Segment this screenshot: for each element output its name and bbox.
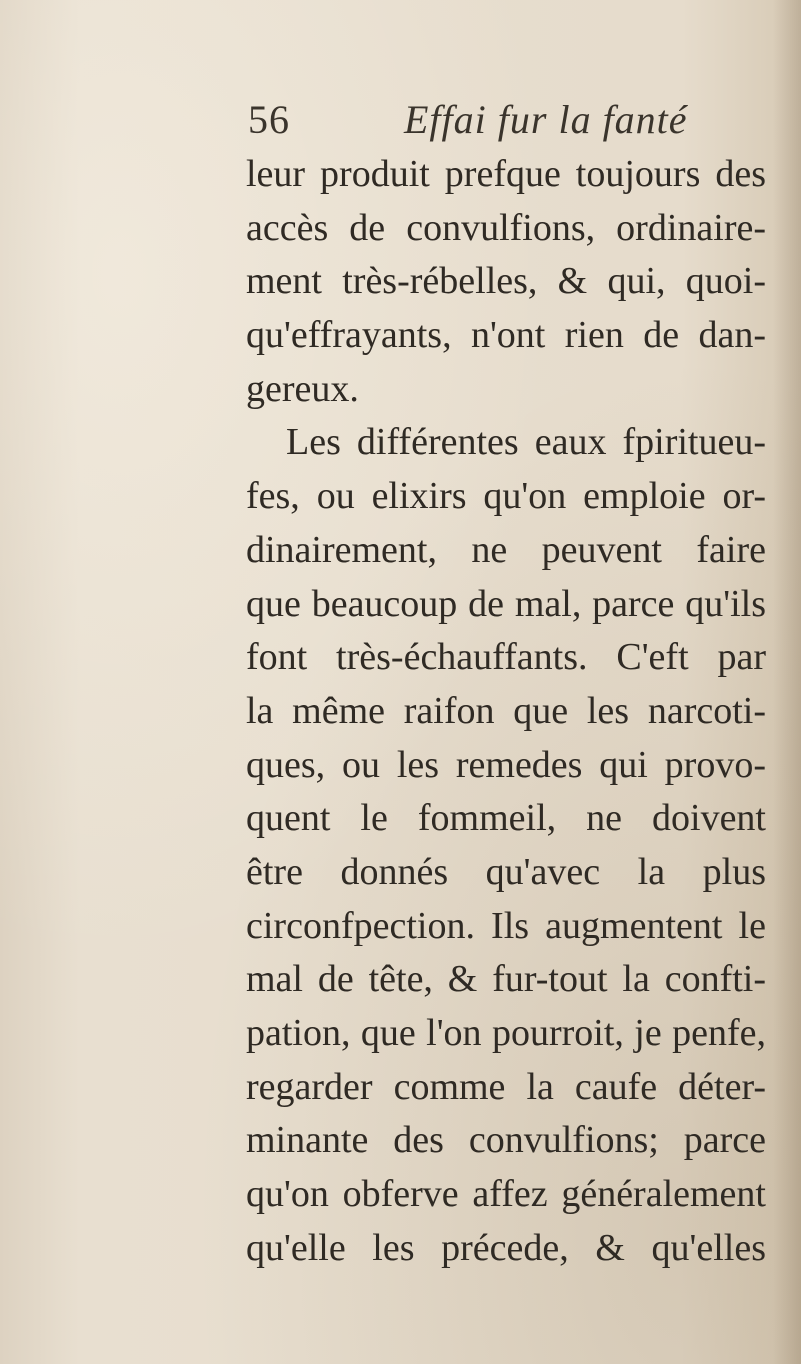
text-line: minante des convulfions; parce: [246, 1119, 766, 1162]
text-line: dinairement, ne peuvent faire: [246, 528, 766, 571]
text-line: mal de tête, & fur-tout la confti-: [246, 958, 766, 1001]
body-text: [246, 148, 766, 1275]
page-number: 56: [248, 97, 290, 142]
text-line: que beaucoup de mal, parce qu'ils: [246, 582, 766, 625]
text-line: ques, ou les remedes qui provo-: [246, 743, 766, 786]
text-line: leur produit prefque toujours des: [246, 153, 766, 195]
text-line: quent le fommeil, ne doivent: [246, 797, 766, 840]
paragraph-start-line: Les différentes eaux fpiritueu-: [286, 421, 766, 464]
text-line: qu'on obferve affez généralement: [246, 1173, 766, 1216]
text-line: accès de convulfions, ordinaire-: [246, 206, 766, 249]
text-line: qu'effrayants, n'ont rien de dan-: [246, 314, 766, 357]
text-line: regarder comme la caufe déter-: [246, 1065, 766, 1108]
text-line: fes, ou elixirs qu'on emploie or-: [246, 475, 766, 518]
text-line: font très-échauffants. C'eft par: [246, 636, 766, 679]
text-line: la même raifon que les narcoti-: [246, 689, 766, 732]
text-line: être donnés qu'avec la plus: [246, 850, 766, 893]
text-line: qu'elle les précede, & qu'elles: [246, 1226, 766, 1269]
text-line: ment très-rébelles, & qui, quoi-: [246, 260, 766, 303]
text-line: gereux.: [246, 367, 359, 410]
text-line: circonfpection. Ils augmentent le: [246, 904, 766, 947]
text-line: pation, que l'on pourroit, je penfe,: [246, 1012, 766, 1054]
page-header: [0, 96, 801, 156]
running-title: Effai fur la fanté: [404, 97, 688, 142]
page-edge-shadow: [773, 0, 801, 1364]
